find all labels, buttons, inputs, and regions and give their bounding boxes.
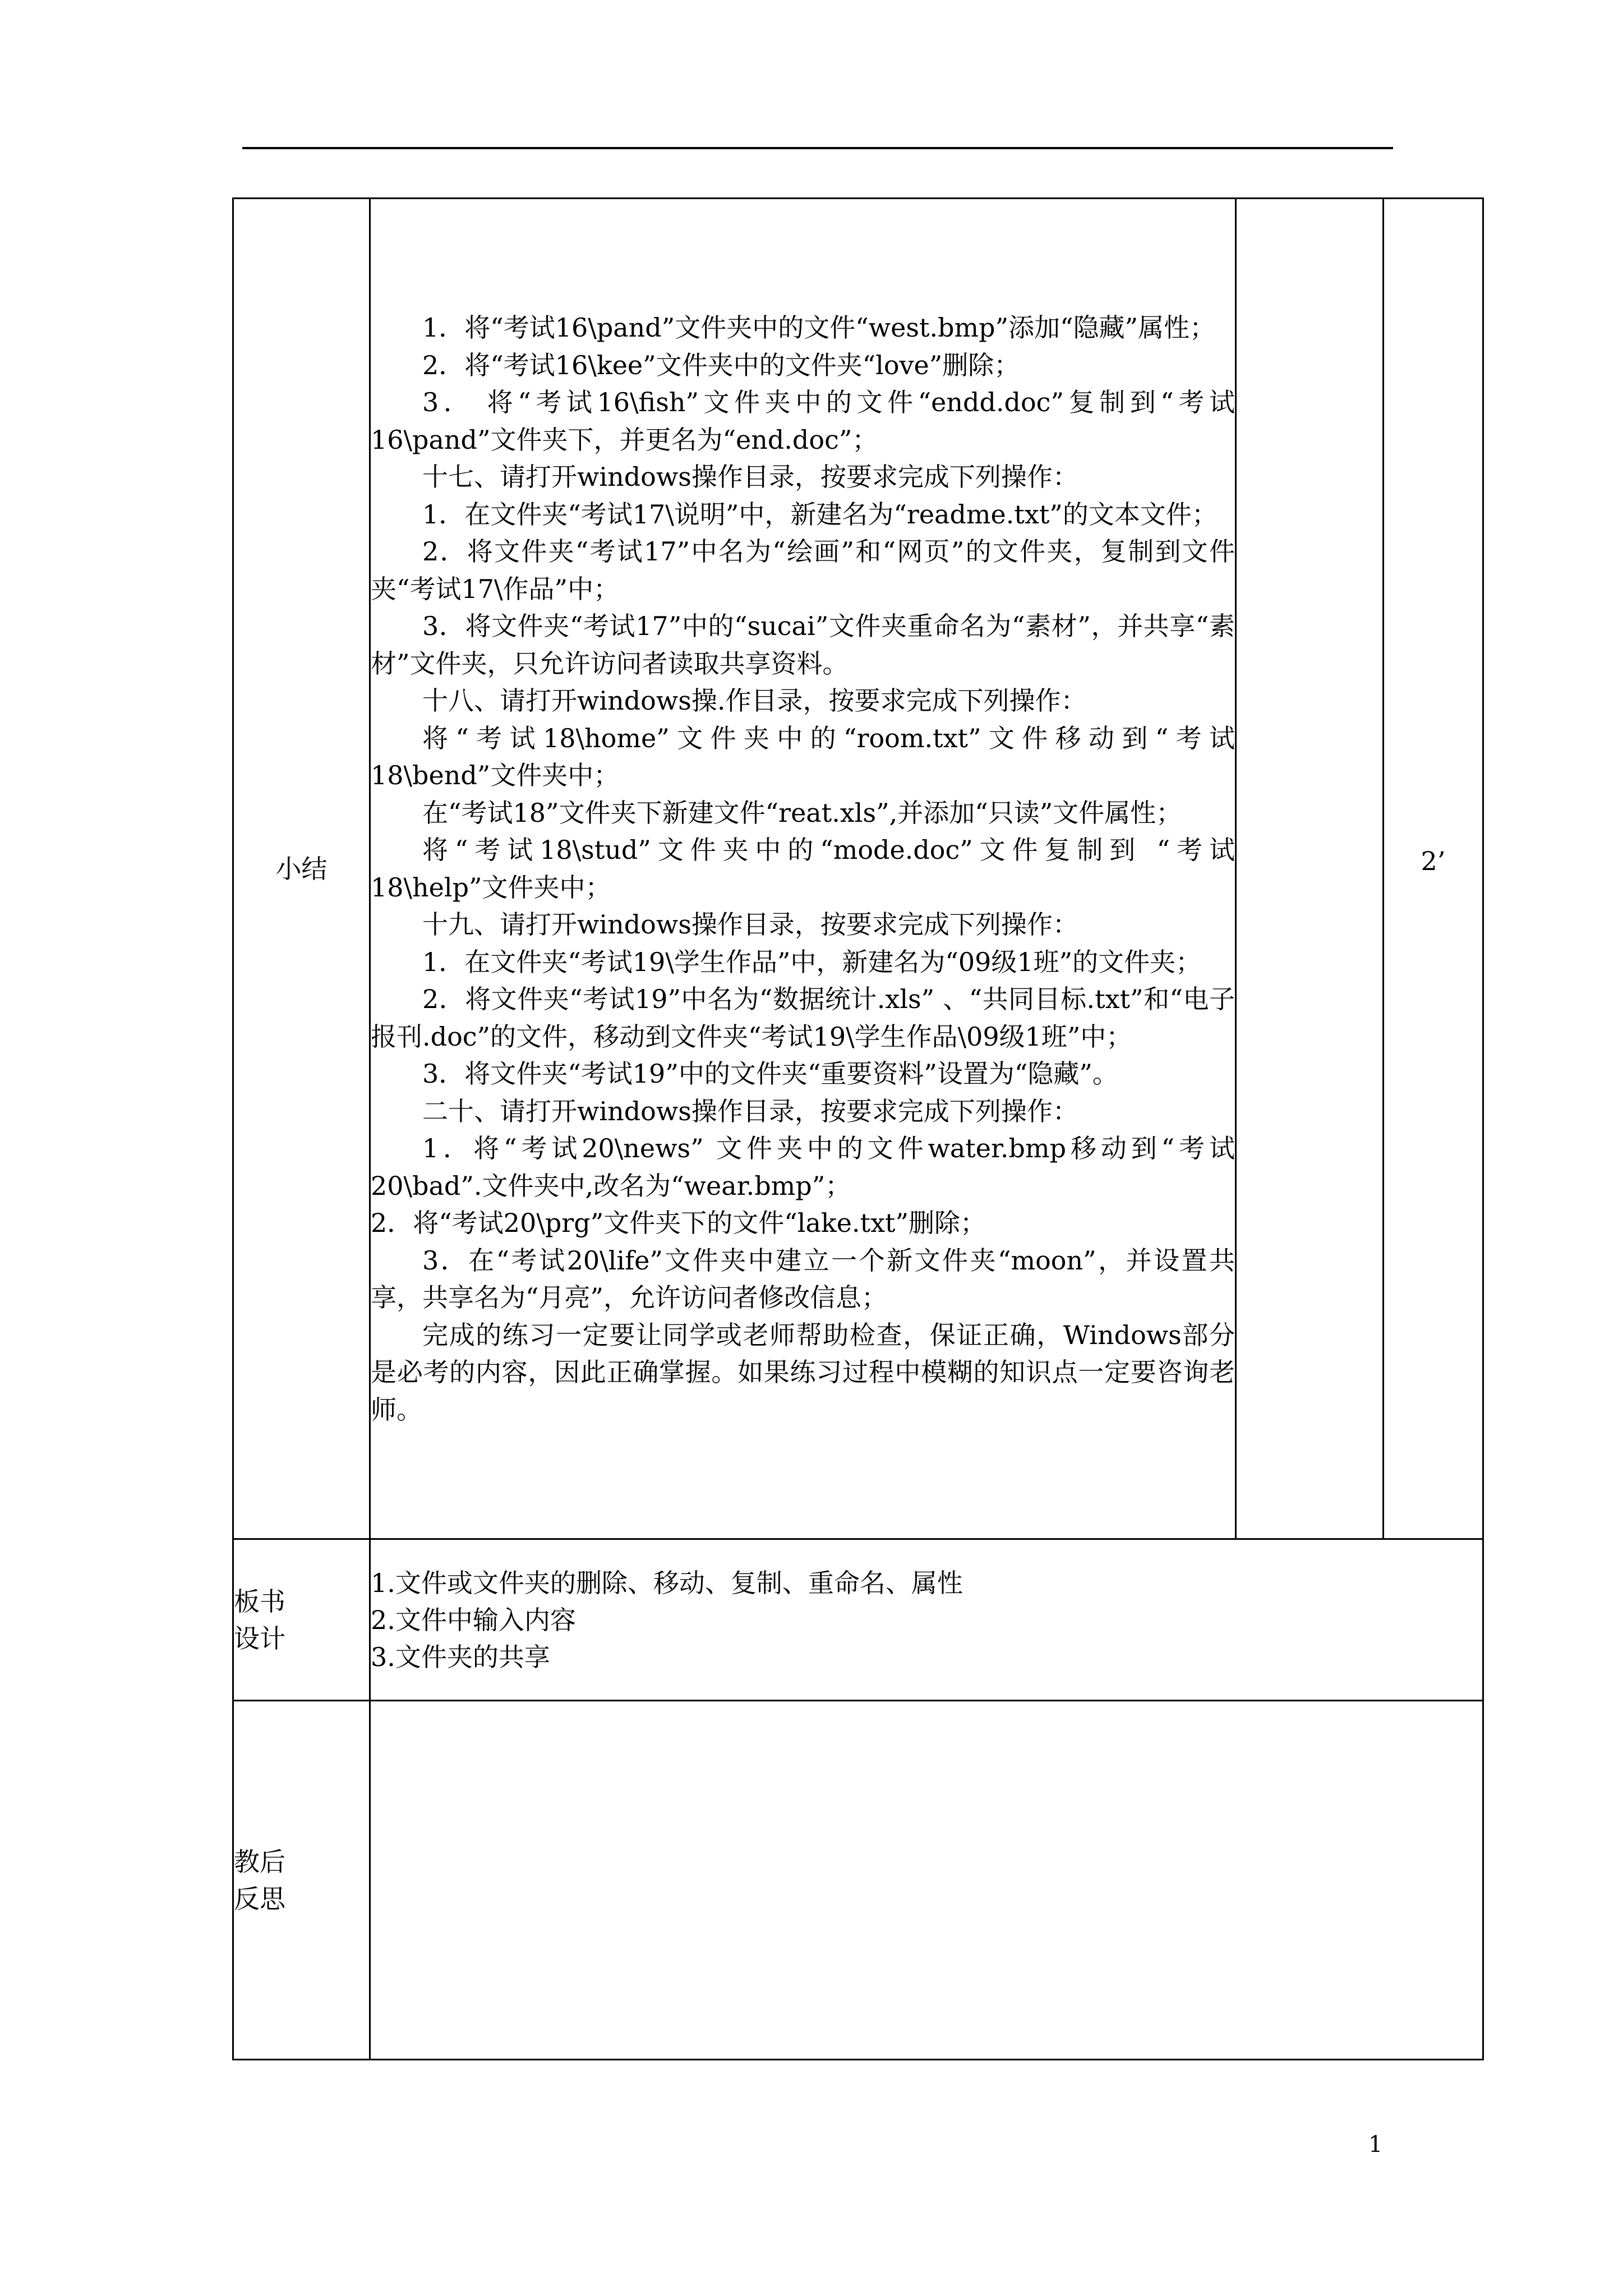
summary-paragraph: 3．在“考试20\life”文件夹中建立一个新文件夹“moon”，并设置共享，共享名为“月亮”，允许访问者修改信息； xyxy=(371,1245,1235,1313)
summary-time: 2’ xyxy=(1384,199,1483,1539)
reflection-row xyxy=(233,1701,1483,2060)
summary-paragraph: 2．将文件夹“考试19”中名为“数据统计.xls” 、“共同目标.txt”和“电子报刊.doc”的文件，移动到文件夹“考试19\学生作品\09级1班”中； xyxy=(371,984,1235,1052)
summary-paragraph: 在“考试18”文件夹下新建文件“reat.xls”,并添加“只读”文件属性； xyxy=(422,797,1182,828)
summary-row xyxy=(233,199,1483,1539)
summary-paragraph: 1．在文件夹“考试19\学生作品”中，新建名为“09级1班”的文件夹； xyxy=(422,946,1202,977)
summary-paragraph: 2．将文件夹“考试17”中名为“绘画”和“网页”的文件夹，复制到文件夹“考试17\作品”中； xyxy=(371,536,1235,604)
reflection-content xyxy=(370,1701,1483,2060)
lesson-plan-table xyxy=(232,197,1484,2060)
summary-paragraph: 十九、请打开windows操作目录，按要求完成下列操作： xyxy=(422,909,1078,940)
board-item: 1.文件或文件夹的删除、移动、复制、重命名、属性 xyxy=(371,1567,963,1598)
summary-paragraph: 3．将文件夹“考试19”中的文件夹“重要资料”设置为“隐藏”。 xyxy=(422,1059,1118,1089)
summary-paragraph: 1．将“考试20\news” 文件夹中的文件water.bmp移动到“考试20\bad”.文件夹中,改名为“wear.bmp”； xyxy=(371,1133,1235,1201)
board-item: 2.文件中输入内容 xyxy=(371,1604,576,1635)
summary-paragraph: 完成的练习一定要让同学或老师帮助检查，保证正确，Windows部分是必考的内容，因此正确掌握。如果练习过程中模糊的知识点一定要咨询老师。 xyxy=(371,1319,1235,1425)
summary-paragraph: 将“考试18\home”文件夹中的“room.txt”文件移动到“考试18\bend”文件夹中； xyxy=(371,723,1235,790)
summary-paragraph: 2．将“考试16\kee”文件夹中的文件夹“love”删除； xyxy=(422,349,1020,380)
summary-content xyxy=(370,199,1236,1539)
summary-paragraph: 将“考试18\stud”文件夹中的“mode.doc”文件复制到 “考试18\help”文件夹中； xyxy=(371,835,1235,903)
summary-paragraph: 2．将“考试20\prg”文件夹下的文件“lake.txt”删除； xyxy=(371,1208,986,1238)
header-rule xyxy=(242,147,1393,149)
summary-label: 小结 xyxy=(233,199,370,1539)
summary-paragraph: 十七、请打开windows操作目录，按要求完成下列操作： xyxy=(422,462,1078,492)
summary-paragraph: 3． 将“考试16\fish”文件夹中的文件“endd.doc”复制到“考试16\pand”文件夹下，并更名为“end.doc”； xyxy=(371,387,1235,455)
summary-paragraph: 1．在文件夹“考试17\说明”中，新建名为“readme.txt”的文本文件； xyxy=(422,499,1218,530)
board-content xyxy=(370,1539,1483,1701)
board-row xyxy=(233,1539,1483,1701)
page-number: 1 xyxy=(1368,2132,1383,2157)
summary-paragraph: 1．将“考试16\pand”文件夹中的文件“west.bmp”添加“隐藏”属性； xyxy=(422,312,1216,343)
summary-paragraph: 十八、请打开windows操.作目录，按要求完成下列操作： xyxy=(422,685,1087,716)
summary-paragraph: 3．将文件夹“考试17”中的“sucai”文件夹重命名为“素材”，并共享“素材”文件夹，只允许访问者读取共享资料。 xyxy=(371,611,1235,679)
board-label: 板书 设计 xyxy=(233,1539,370,1701)
summary-empty-cell xyxy=(1236,199,1384,1539)
board-item: 3.文件夹的共享 xyxy=(371,1641,550,1672)
reflection-label: 教后 反思 xyxy=(233,1701,370,2060)
summary-paragraph: 二十、请打开windows操作目录，按要求完成下列操作： xyxy=(422,1096,1078,1126)
